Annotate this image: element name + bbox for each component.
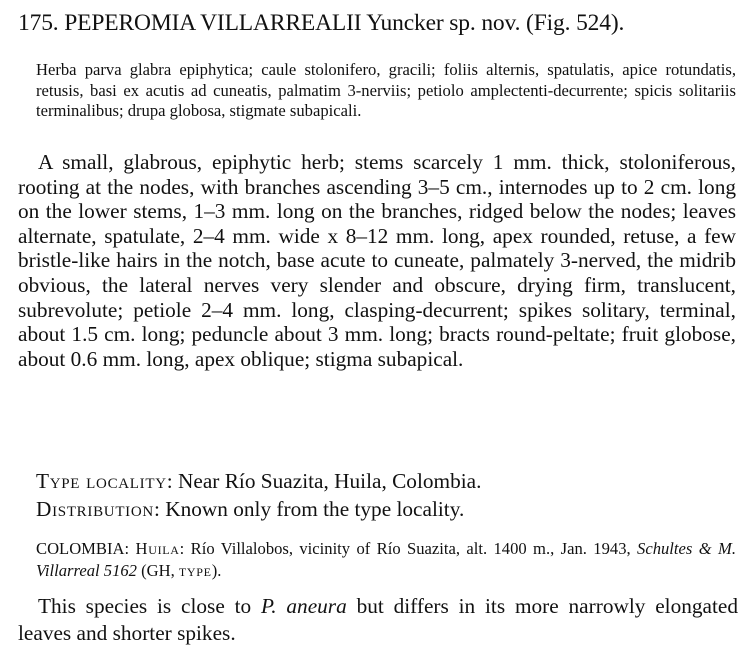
specimen-collector-1: Schultes bbox=[637, 539, 693, 558]
specimen-number: 5162 bbox=[103, 560, 137, 580]
specimen-herbarium: GH bbox=[146, 560, 171, 580]
specimen-date: Jan. 1943, bbox=[560, 539, 631, 558]
species-description: A small, glabrous, epiphytic herb; stems scarcely 1 mm. thick, stoloniferous, rooting at the nodes, with branches ascending 3–5 cm., internodes up to 2 cm. long on the lower stems, 1–3 mm. long on the branches, ridged below the nodes; leaves alternate, spatulate, 2–4 mm. wide x 8–12 mm. long, apex rounded, retuse, a few bristle-like hairs in the notch, base acute to cuneate, palmately 3-nerved, the midrib obvious, the lateral nerves very slender and obscure, drying firm, translucent, subrevolute; petiole 2–4 mm. long, clasping-decurrent; spikes solitary, terminal, about 1.5 cm. long; peduncle about 3 mm. long; bracts round-peltate; fruit globose, about 0.6 mm. long, apex oblique; stigma subapical. bbox=[18, 150, 736, 371]
type-locality: Type locality: Near Río Suazita, Huila, Colombia. bbox=[36, 469, 482, 493]
species-heading: 175. PEPEROMIA VILLARREALII Yuncker sp. nov. (Fig. 524). bbox=[18, 10, 625, 36]
specimen-region: Huila bbox=[135, 539, 180, 558]
specimen-collector-2: M. Villarreal bbox=[36, 539, 737, 580]
distribution: Distribution: Known only from the type locality. bbox=[36, 497, 465, 521]
specimen-locality: Río Villalobos, vicinity of Río Suazita, alt. 1400 m., bbox=[190, 539, 555, 558]
comparison-note bbox=[18, 593, 738, 647]
latin-diagnosis: Herba parva glabra epiphytica; caule stolonifero, gracili; foliis alternis, spatulatis, apice rotundatis, retusis, basi ex acutis ad cuneatis, palmatim 3-nerviis; petiolo amplectenti-decurrente; spicis solitariis terminalibus; drupa globosa, stigmate subapicali. bbox=[36, 60, 736, 120]
note-species: P. aneura bbox=[261, 594, 347, 618]
specimen-collector-sep: & bbox=[698, 539, 712, 558]
note-text-1: This species is close to bbox=[38, 594, 252, 618]
type-locality-text: Near Río Suazita, Huila, Colombia. bbox=[178, 469, 482, 493]
note-text-2: but differs in its more narrowly elongated leaves and shorter spikes. bbox=[18, 594, 739, 645]
specimen-status: type bbox=[178, 560, 212, 580]
specimen-country: COLOMBIA bbox=[36, 539, 125, 558]
distribution-text: Known only from the type locality. bbox=[165, 497, 465, 521]
specimen-citation: COLOMBIA: Huila: Río Villalobos, vicinity of Río Suazita, alt. 1400 m., Jan. 1943, Schultes & M. Villarreal 5162 (GH, type). bbox=[36, 539, 737, 580]
type-locality-label: Type locality bbox=[36, 469, 167, 493]
distribution-label: Distribution bbox=[36, 497, 154, 521]
